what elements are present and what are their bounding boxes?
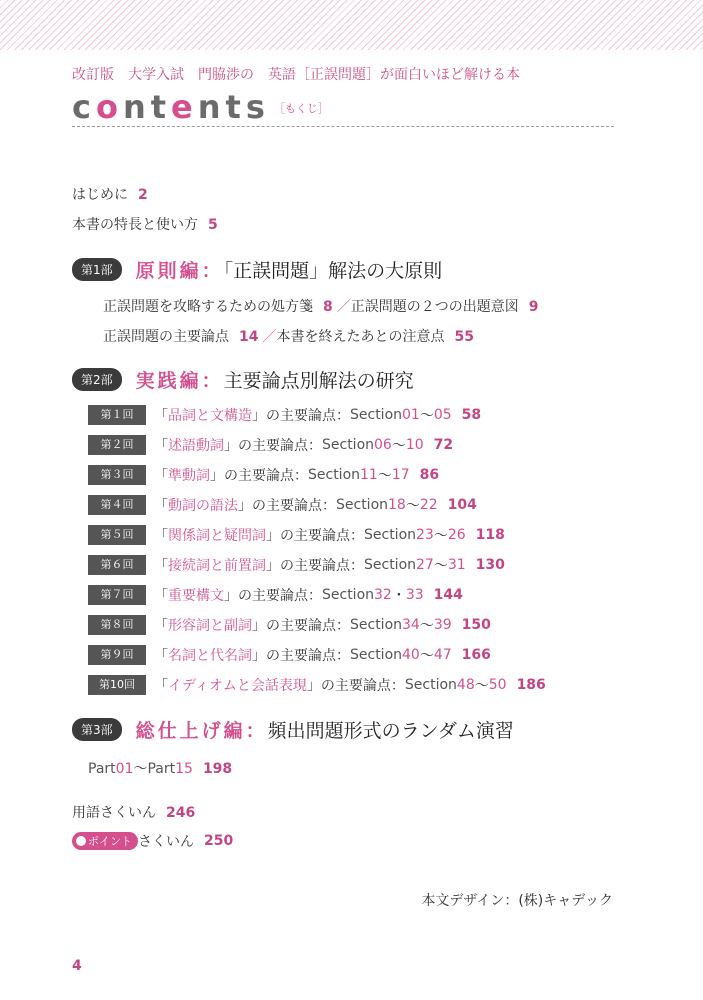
part-to: 15 [175, 761, 193, 777]
toc-entry-features[interactable] [72, 214, 218, 234]
entry-page: 166 [461, 647, 491, 663]
chapter-entry[interactable] [88, 465, 439, 485]
bracket-close: 」の主要論点： [224, 438, 322, 454]
toc-entry-hajimeni[interactable] [72, 184, 148, 204]
part-title: 頻出問題形式のランダム演習 [267, 720, 514, 742]
entry-page: 144 [433, 587, 463, 603]
book-title: 改訂版 大学入試 門脇渉の 英語［正誤問題］が面白いほど解ける本 [72, 67, 520, 83]
section-to: 10 [405, 437, 424, 453]
section-from: 11 [360, 467, 378, 483]
part-title-emphasis: 原則編： [135, 260, 224, 282]
entry-page: 86 [419, 467, 440, 483]
section-separator: ～ [419, 618, 434, 634]
chapter-badge: 第５回 [88, 525, 146, 545]
chapter-topic: 品詞と文構造 [168, 408, 252, 424]
bracket-close: 」の主要論点： [224, 588, 322, 604]
bracket-close: 」の主要論点： [252, 408, 350, 424]
entry-label: 用語さくいん [72, 805, 156, 821]
chapter-topic: 重要構文 [168, 588, 224, 604]
chapter-topic: 述語動詞 [168, 438, 224, 454]
contents-word [72, 88, 270, 126]
chapter-badge: 第２回 [88, 435, 146, 455]
bracket-close: 」の主要論点： [266, 528, 364, 544]
section-to: 39 [433, 617, 452, 633]
section-prefix: Section [322, 587, 375, 603]
contents-letters-nts: nts [197, 88, 270, 126]
section-from: 01 [402, 407, 420, 423]
part-2-heading[interactable] [72, 366, 414, 393]
chapter-topic: 名詞と代名詞 [168, 648, 252, 664]
chapter-entry[interactable] [88, 555, 505, 575]
contents-letter-e: e [171, 88, 198, 126]
chapter-topic: イディオムと会話表現 [168, 678, 307, 694]
chapter-badge: 第４回 [88, 495, 146, 515]
entry-separator: ／ [262, 329, 277, 345]
section-prefix: Section [336, 497, 389, 513]
entry-page: 130 [475, 557, 505, 573]
chapter-badge: 第６回 [88, 555, 146, 575]
bracket-open: 「 [154, 528, 168, 544]
toc-entry-part1-row2[interactable] [103, 326, 474, 346]
toc-entry-point-index[interactable] [72, 831, 233, 851]
entry-page: 118 [475, 527, 505, 543]
section-from: 18 [388, 497, 406, 513]
chapter-topic: 形容詞と副詞 [168, 618, 252, 634]
part-title: 「正誤問題」解法の大原則 [223, 260, 443, 282]
section-separator: ～ [433, 528, 448, 544]
bracket-open: 「 [154, 678, 168, 694]
mokuji-label: ［もくじ］ [273, 102, 329, 115]
entry-page: 246 [166, 805, 196, 821]
bracket-close: 」の主要論点： [306, 678, 405, 694]
part-1-heading[interactable] [72, 256, 442, 283]
entry-label: 本書の特長と使い方 [72, 217, 198, 233]
bracket-close: 」の主要論点： [252, 618, 350, 634]
chapter-entry[interactable] [88, 645, 491, 665]
entry-page: 104 [447, 497, 477, 513]
bracket-open: 「 [154, 558, 168, 574]
design-credit: 本文デザイン：(株)キャデック [421, 893, 613, 909]
bracket-close: 」の主要論点： [266, 558, 364, 574]
chapter-badge: 第９回 [88, 645, 146, 665]
point-badge [72, 832, 138, 850]
top-stripe-band [0, 0, 703, 50]
section-prefix: Section [364, 557, 417, 573]
chapter-entry[interactable] [88, 435, 453, 455]
section-from: 34 [402, 617, 420, 633]
entry-page: 186 [516, 677, 546, 693]
section-from: 40 [402, 647, 420, 663]
section-to: 22 [419, 497, 438, 513]
section-to: 17 [391, 467, 410, 483]
entry-separator: ／ [336, 299, 351, 315]
lightbulb-icon [76, 836, 86, 846]
chapter-entry[interactable] [88, 585, 463, 605]
bracket-open: 「 [154, 438, 168, 454]
chapter-entry[interactable] [88, 405, 481, 425]
entry-page: 9 [528, 299, 539, 315]
chapter-entry[interactable] [88, 615, 491, 635]
bracket-open: 「 [154, 468, 168, 484]
part-prefix: Part [147, 761, 176, 777]
chapter-entry[interactable] [88, 525, 505, 545]
bracket-close: 」の主要論点： [252, 648, 350, 664]
section-separator: ・ [391, 588, 406, 604]
bracket-open: 「 [154, 648, 168, 664]
part-3-heading[interactable] [72, 716, 514, 743]
part-badge: 第2部 [72, 368, 122, 391]
section-separator: ～ [391, 438, 406, 454]
chapter-badge: 第10回 [88, 675, 146, 695]
part-badge: 第1部 [72, 258, 122, 281]
section-separator: ～ [377, 468, 392, 484]
section-prefix: Section [350, 407, 403, 423]
chapter-topic: 準動詞 [168, 468, 210, 484]
chapter-badge: 第３回 [88, 465, 146, 485]
section-separator: ～ [419, 648, 434, 664]
section-to: 50 [488, 677, 507, 693]
contents-letter-o: o [95, 88, 123, 126]
entry-label: さくいん [138, 834, 194, 850]
section-to: 31 [447, 557, 466, 573]
contents-letters-nt: nt [122, 88, 172, 126]
chapter-badge: 第８回 [88, 615, 146, 635]
entry-label: 正誤問題を攻略するための処方箋 [103, 299, 313, 315]
bracket-close: 」の主要論点： [210, 468, 308, 484]
section-separator: ～ [474, 678, 489, 694]
part-title: 主要論点別解法の研究 [223, 370, 414, 392]
point-badge-label: ポイント [88, 835, 132, 848]
bracket-close: 」の主要論点： [238, 498, 336, 514]
bracket-open: 「 [154, 588, 168, 604]
part-title-emphasis: 実践編： [135, 370, 224, 392]
entry-page: 14 [239, 329, 259, 345]
section-to: 05 [433, 407, 452, 423]
chapter-topic: 接続詞と前置詞 [168, 558, 266, 574]
section-from: 23 [416, 527, 434, 543]
part-from: 01 [115, 761, 134, 777]
contents-heading [72, 88, 329, 128]
bracket-open: 「 [154, 498, 168, 514]
part-separator: ～ [133, 761, 148, 777]
section-prefix: Section [364, 527, 417, 543]
heading-divider [72, 126, 614, 127]
section-from: 32 [374, 587, 392, 603]
entry-page: 5 [208, 217, 218, 233]
entry-page: 2 [138, 187, 148, 203]
contents-letter-c: c [72, 88, 96, 126]
chapter-topic: 動詞の語法 [168, 498, 238, 514]
part-badge: 第3部 [72, 718, 122, 741]
part-prefix: Part [88, 761, 116, 777]
part-title-emphasis: 総仕上げ編： [135, 720, 268, 742]
section-separator: ～ [419, 408, 434, 424]
section-prefix: Section [350, 647, 403, 663]
section-separator: ～ [433, 558, 448, 574]
entry-label: はじめに [72, 187, 128, 203]
toc-entry-part1-row1[interactable] [103, 296, 539, 316]
entry-page: 72 [433, 437, 454, 453]
entry-label: 正誤問題の２つの出題意図 [350, 299, 519, 315]
bracket-open: 「 [154, 618, 168, 634]
chapter-entry[interactable] [88, 675, 546, 695]
section-prefix: Section [404, 677, 457, 693]
entry-page: 150 [461, 617, 491, 633]
chapter-topic: 関係詞と疑問詞 [168, 528, 266, 544]
chapter-badge: 第７回 [88, 585, 146, 605]
page-number: 4 [72, 958, 82, 974]
section-to: 47 [433, 647, 452, 663]
entry-page: 8 [323, 299, 333, 315]
entry-page: 55 [454, 329, 474, 345]
chapter-entry[interactable] [88, 495, 477, 515]
section-from: 27 [416, 557, 434, 573]
bracket-open: 「 [154, 408, 168, 424]
entry-label: 本書を終えたあとの注意点 [276, 329, 445, 345]
section-prefix: Section [308, 467, 361, 483]
entry-page: 198 [202, 761, 233, 777]
section-prefix: Section [350, 617, 403, 633]
section-from: 48 [456, 677, 475, 693]
toc-entry-part3-range[interactable] [88, 758, 232, 778]
toc-entry-term-index[interactable] [72, 802, 195, 822]
section-prefix: Section [322, 437, 375, 453]
entry-label: 正誤問題の主要論点 [103, 329, 229, 345]
section-to: 26 [447, 527, 466, 543]
chapter-badge: 第１回 [88, 405, 146, 425]
entry-page: 58 [461, 407, 482, 423]
entry-page: 250 [204, 833, 234, 849]
section-from: 06 [374, 437, 392, 453]
section-to: 33 [405, 587, 424, 603]
section-separator: ～ [405, 498, 420, 514]
